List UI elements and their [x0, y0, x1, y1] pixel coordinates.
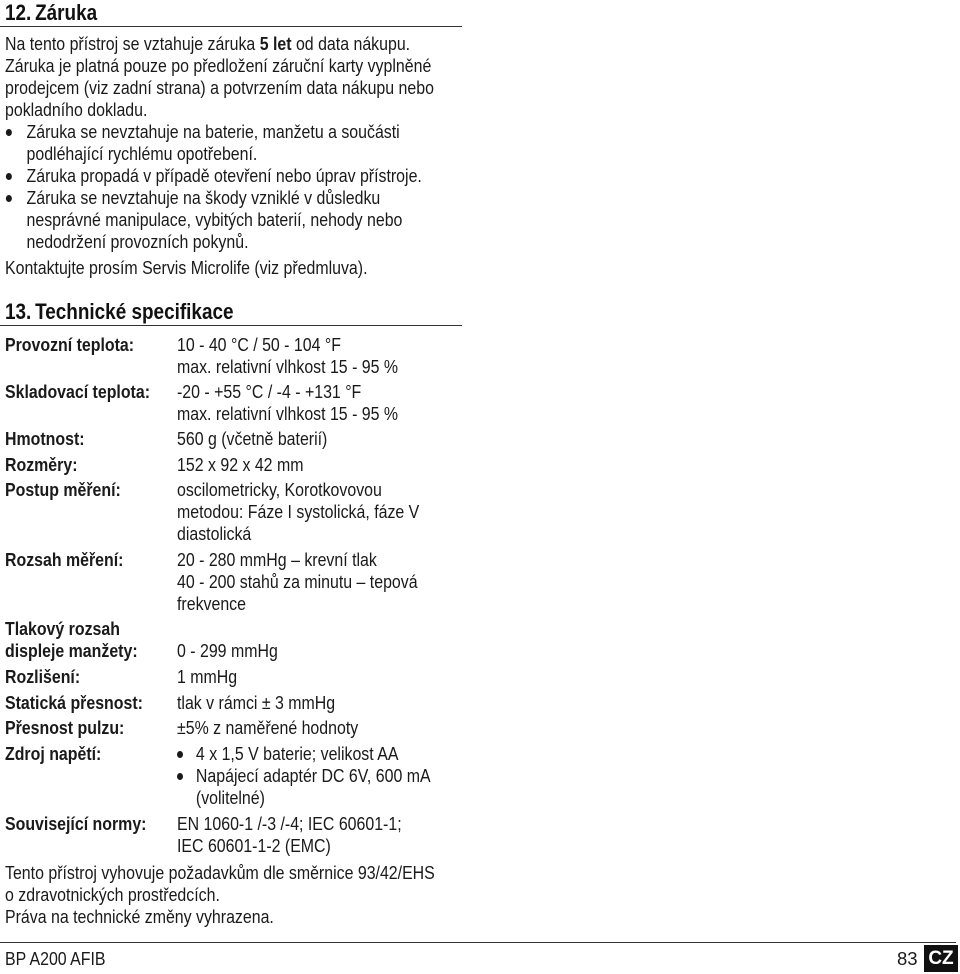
footer-rule: [0, 942, 956, 943]
bullet-icon: [6, 195, 12, 202]
warranty-intro: Na tento přístroj se vztahuje záruka 5 let od data nákupu.: [5, 33, 411, 54]
spec-value-power: [177, 743, 469, 809]
section-13-title: 13. Technické specifikace: [5, 299, 234, 324]
spec-label-power: Zdroj napětí:: [5, 743, 102, 764]
bullet-icon: [6, 129, 12, 136]
section-12-title: 12. Záruka: [5, 0, 98, 25]
spec-label-dimensions: Rozměry:: [5, 454, 78, 475]
spec-label-static-accuracy: Statická přesnost:: [5, 692, 143, 713]
service-contact: Kontaktujte prosím Servis Microlife (viz předmluva).: [5, 257, 368, 278]
footer-model: BP A200 AFIB: [5, 948, 106, 969]
spec-value-standards: EN 1060-1 /-3 /-4; IEC 60601-1; IEC 60601-1-2 (EMC): [177, 813, 402, 856]
spec-label-storage-temp: Skladovací teplota:: [5, 381, 151, 402]
bullet-icon: [177, 751, 183, 758]
spec-value-pulse-accuracy: ±5% z naměřené hodnoty: [177, 717, 359, 738]
language-badge: CZ: [924, 945, 958, 972]
section-12-body: [5, 33, 434, 279]
spec-label-method: Postup měření:: [5, 479, 121, 500]
section-13: [5, 299, 402, 325]
spec-value-method: oscilometricky, Korotkovovou metodou: Fáze I systolická, fáze V diastolická: [177, 479, 420, 544]
warranty-bullet: Záruka se nevztahuje na škody vzniklé v důsledku nesprávné manipulace, vybitých baterií, nehody nebo nedodržení provozních pokynů.: [5, 187, 402, 253]
warranty-text-line: pokladního dokladu.: [5, 99, 148, 120]
spec-value-range: 20 - 280 mmHg – krevní tlak 40 - 200 stahů za minutu – tepová frekvence: [177, 549, 418, 614]
section-12-rule: [0, 26, 462, 27]
bullet-icon: [6, 173, 12, 180]
compliance-text: Tento přístroj vyhovuje požadavkům dle směrnice 93/42/EHS o zdravotnických prostředcích. Práva na technické změny vyhrazena.: [5, 862, 435, 927]
warranty-text-line: prodejcem (viz zadní strana) a potvrzením data nákupu nebo: [5, 77, 434, 98]
warranty-bullet: Záruka propadá v případě otevření nebo úprav přístroje.: [5, 165, 402, 187]
bullet-icon: [177, 773, 183, 780]
spec-label-operating-temp: Provozní teplota:: [5, 334, 135, 355]
section-13-rule: [0, 325, 462, 326]
spec-label-cuff-range: Tlakový rozsah displeje manžety:: [5, 618, 138, 661]
page-number: 83: [897, 948, 918, 969]
spec-value-cuff-range: 0 - 299 mmHg: [177, 640, 278, 661]
warranty-bullet: Záruka se nevztahuje na baterie, manžetu a součásti podléhající rychlému opotřebení.: [5, 121, 402, 165]
spec-value-operating-temp: 10 - 40 °C / 50 - 104 °F max. relativní vlhkost 15 - 95 %: [177, 334, 399, 377]
spec-label-standards: Související normy:: [5, 813, 147, 834]
power-bullet: 4 x 1,5 V baterie; velikost AA: [177, 743, 469, 765]
power-bullet: Napájecí adaptér DC 6V, 600 mA (volitelné): [177, 765, 469, 809]
spec-label-range: Rozsah měření:: [5, 549, 124, 570]
spec-label-pulse-accuracy: Přesnost pulzu:: [5, 717, 125, 738]
spec-label-resolution: Rozlišení:: [5, 666, 81, 687]
spec-value-dimensions: 152 x 92 x 42 mm: [177, 454, 304, 475]
spec-value-resolution: 1 mmHg: [177, 666, 238, 687]
spec-label-weight: Hmotnost:: [5, 428, 85, 449]
spec-value-static-accuracy: tlak v rámci ± 3 mmHg: [177, 692, 336, 713]
spec-value-storage-temp: -20 - +55 °C / -4 - +131 °F max. relativní vlhkost 15 - 95 %: [177, 381, 399, 424]
spec-value-weight: 560 g (včetně baterií): [177, 428, 328, 449]
warranty-text-line: Záruka je platná pouze po předložení záruční karty vyplněné: [5, 55, 432, 76]
